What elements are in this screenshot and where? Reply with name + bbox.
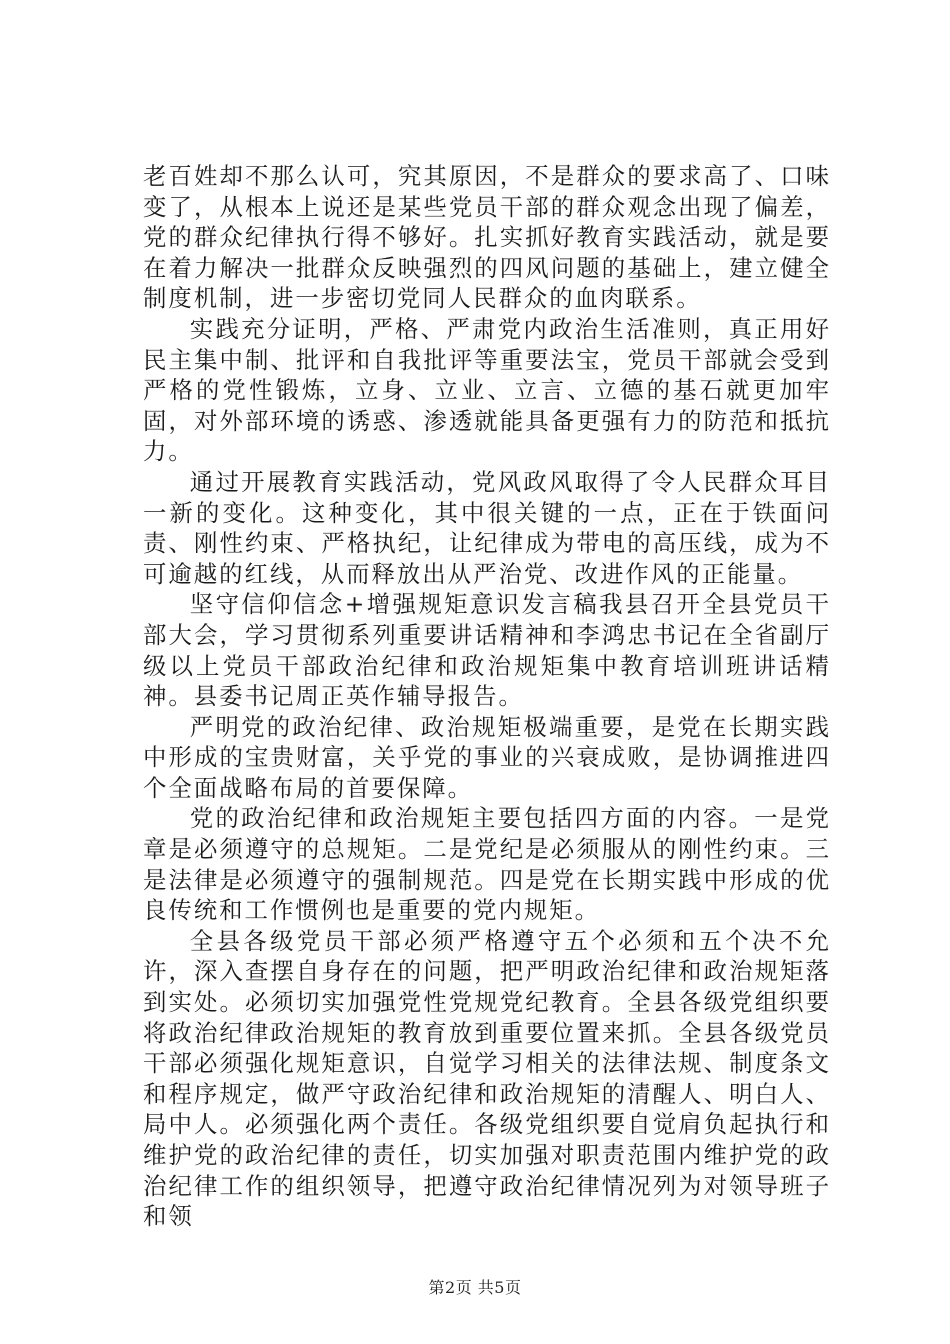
paragraph-5: 严明党的政治纪律、政治规矩极端重要，是党在长期实践中形成的宝贵财富，关乎党的事业的兴衰成败，是协调推进四个全面战略布局的首要保障。: [143, 712, 831, 802]
paragraph-2: 实践充分证明，严格、严肃党内政治生活准则，真正用好民主集中制、批评和自我批评等重要法宝，党员干部就会受到严格的党性锻炼，立身、立业、立言、立德的基石就更加牢固，对外部环境的诱惑、渗透就能具备更强有力的防范和抵抗力。: [143, 314, 831, 466]
page-footer: 第2页 共5页: [428, 1278, 522, 1297]
document-body: [143, 161, 831, 1232]
paragraph-3: 通过开展教育实践活动，党风政风取得了令人民群众耳目一新的变化。这种变化，其中很关键的一点，正在于铁面问责、刚性约束、严格执纪，让纪律成为带电的高压线，成为不可逾越的红线，从而释放出从严治党、改进作风的正能量。: [143, 467, 831, 588]
paragraph-7: 全县各级党员干部必须严格遵守五个必须和五个决不允许，深入查摆自身存在的问题，把严明政治纪律和政治规矩落到实处。必须切实加强党性党规党纪教育。全县各级党组织要将政治纪律政治规矩的教育放到重要位置来抓。全县各级党员干部必须强化规矩意识，自觉学习相关的法律法规、制度条文和程序规定，做严守政治纪律和政治规矩的清醒人、明白人、局中人。必须强化两个责任。各级党组织要自觉肩负起执行和维护党的政治纪律的责任，切实加强对职责范围内维护党的政治纪律工作的组织领导，把遵守政治纪律情况列为对领导班子和领: [143, 926, 831, 1231]
paragraph-4: 坚守信仰信念+增强规矩意识发言稿我县召开全县党员干部大会，学习贯彻系列重要讲话精神和李鸿忠书记在全省副厅级以上党员干部政治纪律和政治规矩集中教育培训班讲话精神。县委书记周正英作辅导报告。: [143, 590, 831, 711]
paragraph-6: 党的政治纪律和政治规矩主要包括四方面的内容。一是党章是必须遵守的总规矩。二是党纪是必须服从的刚性约束。三是法律是必须遵守的强制规范。四是党在长期实践中形成的优良传统和工作惯例也是重要的党内规矩。: [143, 804, 831, 925]
paragraph-1: 老百姓却不那么认可，究其原因，不是群众的要求高了、口味变了，从根本上说还是某些党员干部的群众观念出现了偏差，党的群众纪律执行得不够好。扎实抓好教育实践活动，就是要在着力解决一批群众反映强烈的四风问题的基础上，建立健全制度机制，进一步密切党同人民群众的血肉联系。: [143, 162, 831, 313]
